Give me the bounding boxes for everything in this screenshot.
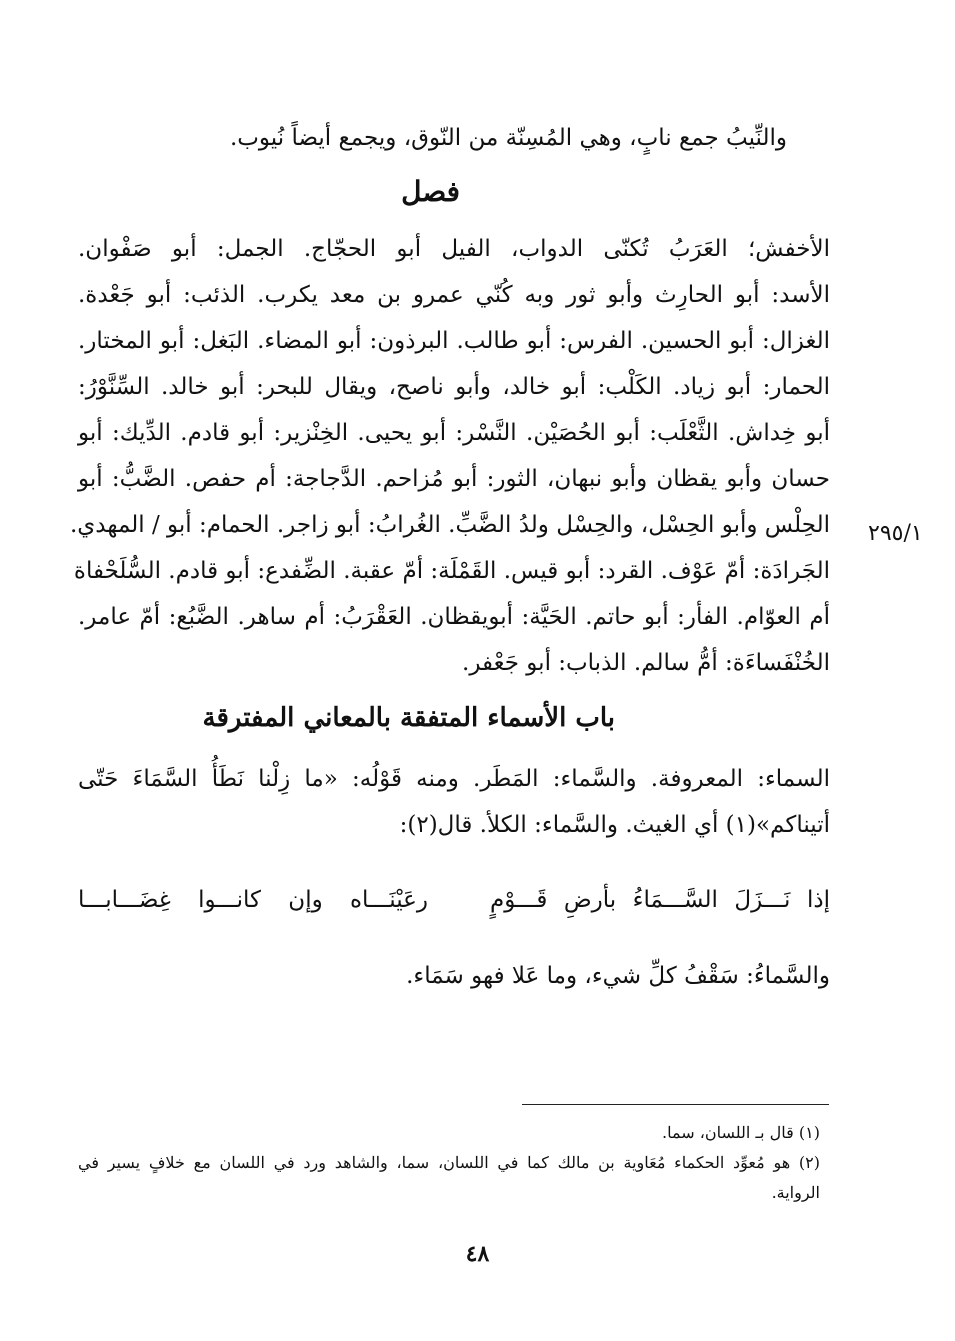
fasl-line-4: الحمار: أبو زياد. الكَلْب: أبو خالد، وأبو ناصح، ويقال للبحر: أبو خالد. السِّنَّوْرُ: bbox=[78, 374, 830, 400]
fasl-line-2: الأسد: أبو الحارِث وأبو ثور وبه كُنّي عمرو بن معد يكرب. الذئب: أبو جَعْدة. bbox=[78, 282, 830, 308]
fasl-line-6: حسان وأبو يقظان وأبو نبهان، الثور: أبو مُزاحم. الدَّجاجة: أم حفص. الضَّبُّ: أبو bbox=[78, 466, 830, 492]
bab-paragraph bbox=[78, 756, 830, 848]
fasl-line-7: الحِلْس وأبو الحِسْل، والحِسْل ولدُ الضَّبِّ. الغُرابُ: أبو زاجر. الحمام: أبو / المهدي. bbox=[69, 512, 830, 538]
poetry-verse bbox=[78, 872, 830, 932]
section-heading-bab: باب الأسماء المتفقة بالمعاني المفترقة bbox=[202, 703, 615, 733]
fasl-line-3: الغزال: أبو الحسين. الفرس: أبو طالب. البرذون: أبو المضاء. البَغل: أبو المختار. bbox=[78, 328, 830, 354]
bab-line-2: أتيناكم»(١) أي الغيث. والسَّماء: الكلأ. قال(٢): bbox=[399, 812, 830, 838]
fasl-line-5: أبو خِداش. الثَّعْلَب: أبو الحُصَيْن. النَّسْر: أبو يحيى. الخِنْزير: أبو قادم. الدِّيك: أبو bbox=[78, 420, 830, 446]
footnote-2-continued: الرواية. bbox=[771, 1183, 820, 1202]
fasl-line-1: الأخفش؛ العَرَبُ تُكنّى الدواب، الفيل أبو الحجّاج. الجمل: أبو صَفْوان. bbox=[78, 236, 830, 262]
margin-reference: ٢٩٥/١ bbox=[868, 521, 923, 546]
section-heading-fasl: فصل bbox=[401, 175, 460, 208]
bab-line-1: السماء: المعروفة. والسَّماء: المَطَر. ومنه قَوْلُه: «ما زِلْنا نَطَأُ السَّمَاءَ حَتّى bbox=[78, 766, 830, 792]
fasl-line-8: الجَرادَة: أمّ عَوْف. القرد: أبو قيس. القَمْلَة: أمّ عقبة. الضِّفدع: أبو قادم. السُّلَحْفاة bbox=[73, 558, 830, 584]
after-verse-line: والسَّماءُ: سَقْفُ كلِّ شيء، وما عَلا فهو سَمَاء. bbox=[406, 963, 830, 989]
intro-line: والنِّيبُ جمع نابٍ، وهي المُسِنّة من النّوق، ويجمع أيضاً نُيوب. bbox=[229, 125, 787, 151]
verse-first-hemistich: إذا نَـــزَلَ السَّـــمَاءُ بأرضِ قَـــوْمٍ bbox=[490, 887, 830, 913]
page-number: ٤٨ bbox=[465, 1241, 490, 1267]
fasl-line-10: الخُنْفَساءَة: أمُّ سالم. الذباب: أبو جَعْفر. bbox=[462, 650, 830, 676]
footnote-divider bbox=[522, 1104, 829, 1105]
footnote-2: (٢) هو مُعوِّد الحكماء مُعَاوية بن مالك كما في اللسان، سما، والشاهد ورد في اللسان مع خلافٍ يسير في bbox=[78, 1153, 820, 1172]
fasl-line-9: أم العوّام. الفأر: أبو حاتم. الحَيَّة: أبويقظان. العَقْرَبُ: أم ساهر. الضَّبُع: أمّ عامر. bbox=[78, 604, 830, 630]
verse-second-hemistich: رعَيْنَـــاه وإن كانـــوا غِضَـــابـــا bbox=[78, 887, 428, 913]
footnote-1: (١) قال بـ اللسان، سما. bbox=[661, 1123, 820, 1142]
footnotes bbox=[78, 1118, 820, 1208]
fasl-paragraph bbox=[69, 226, 830, 686]
